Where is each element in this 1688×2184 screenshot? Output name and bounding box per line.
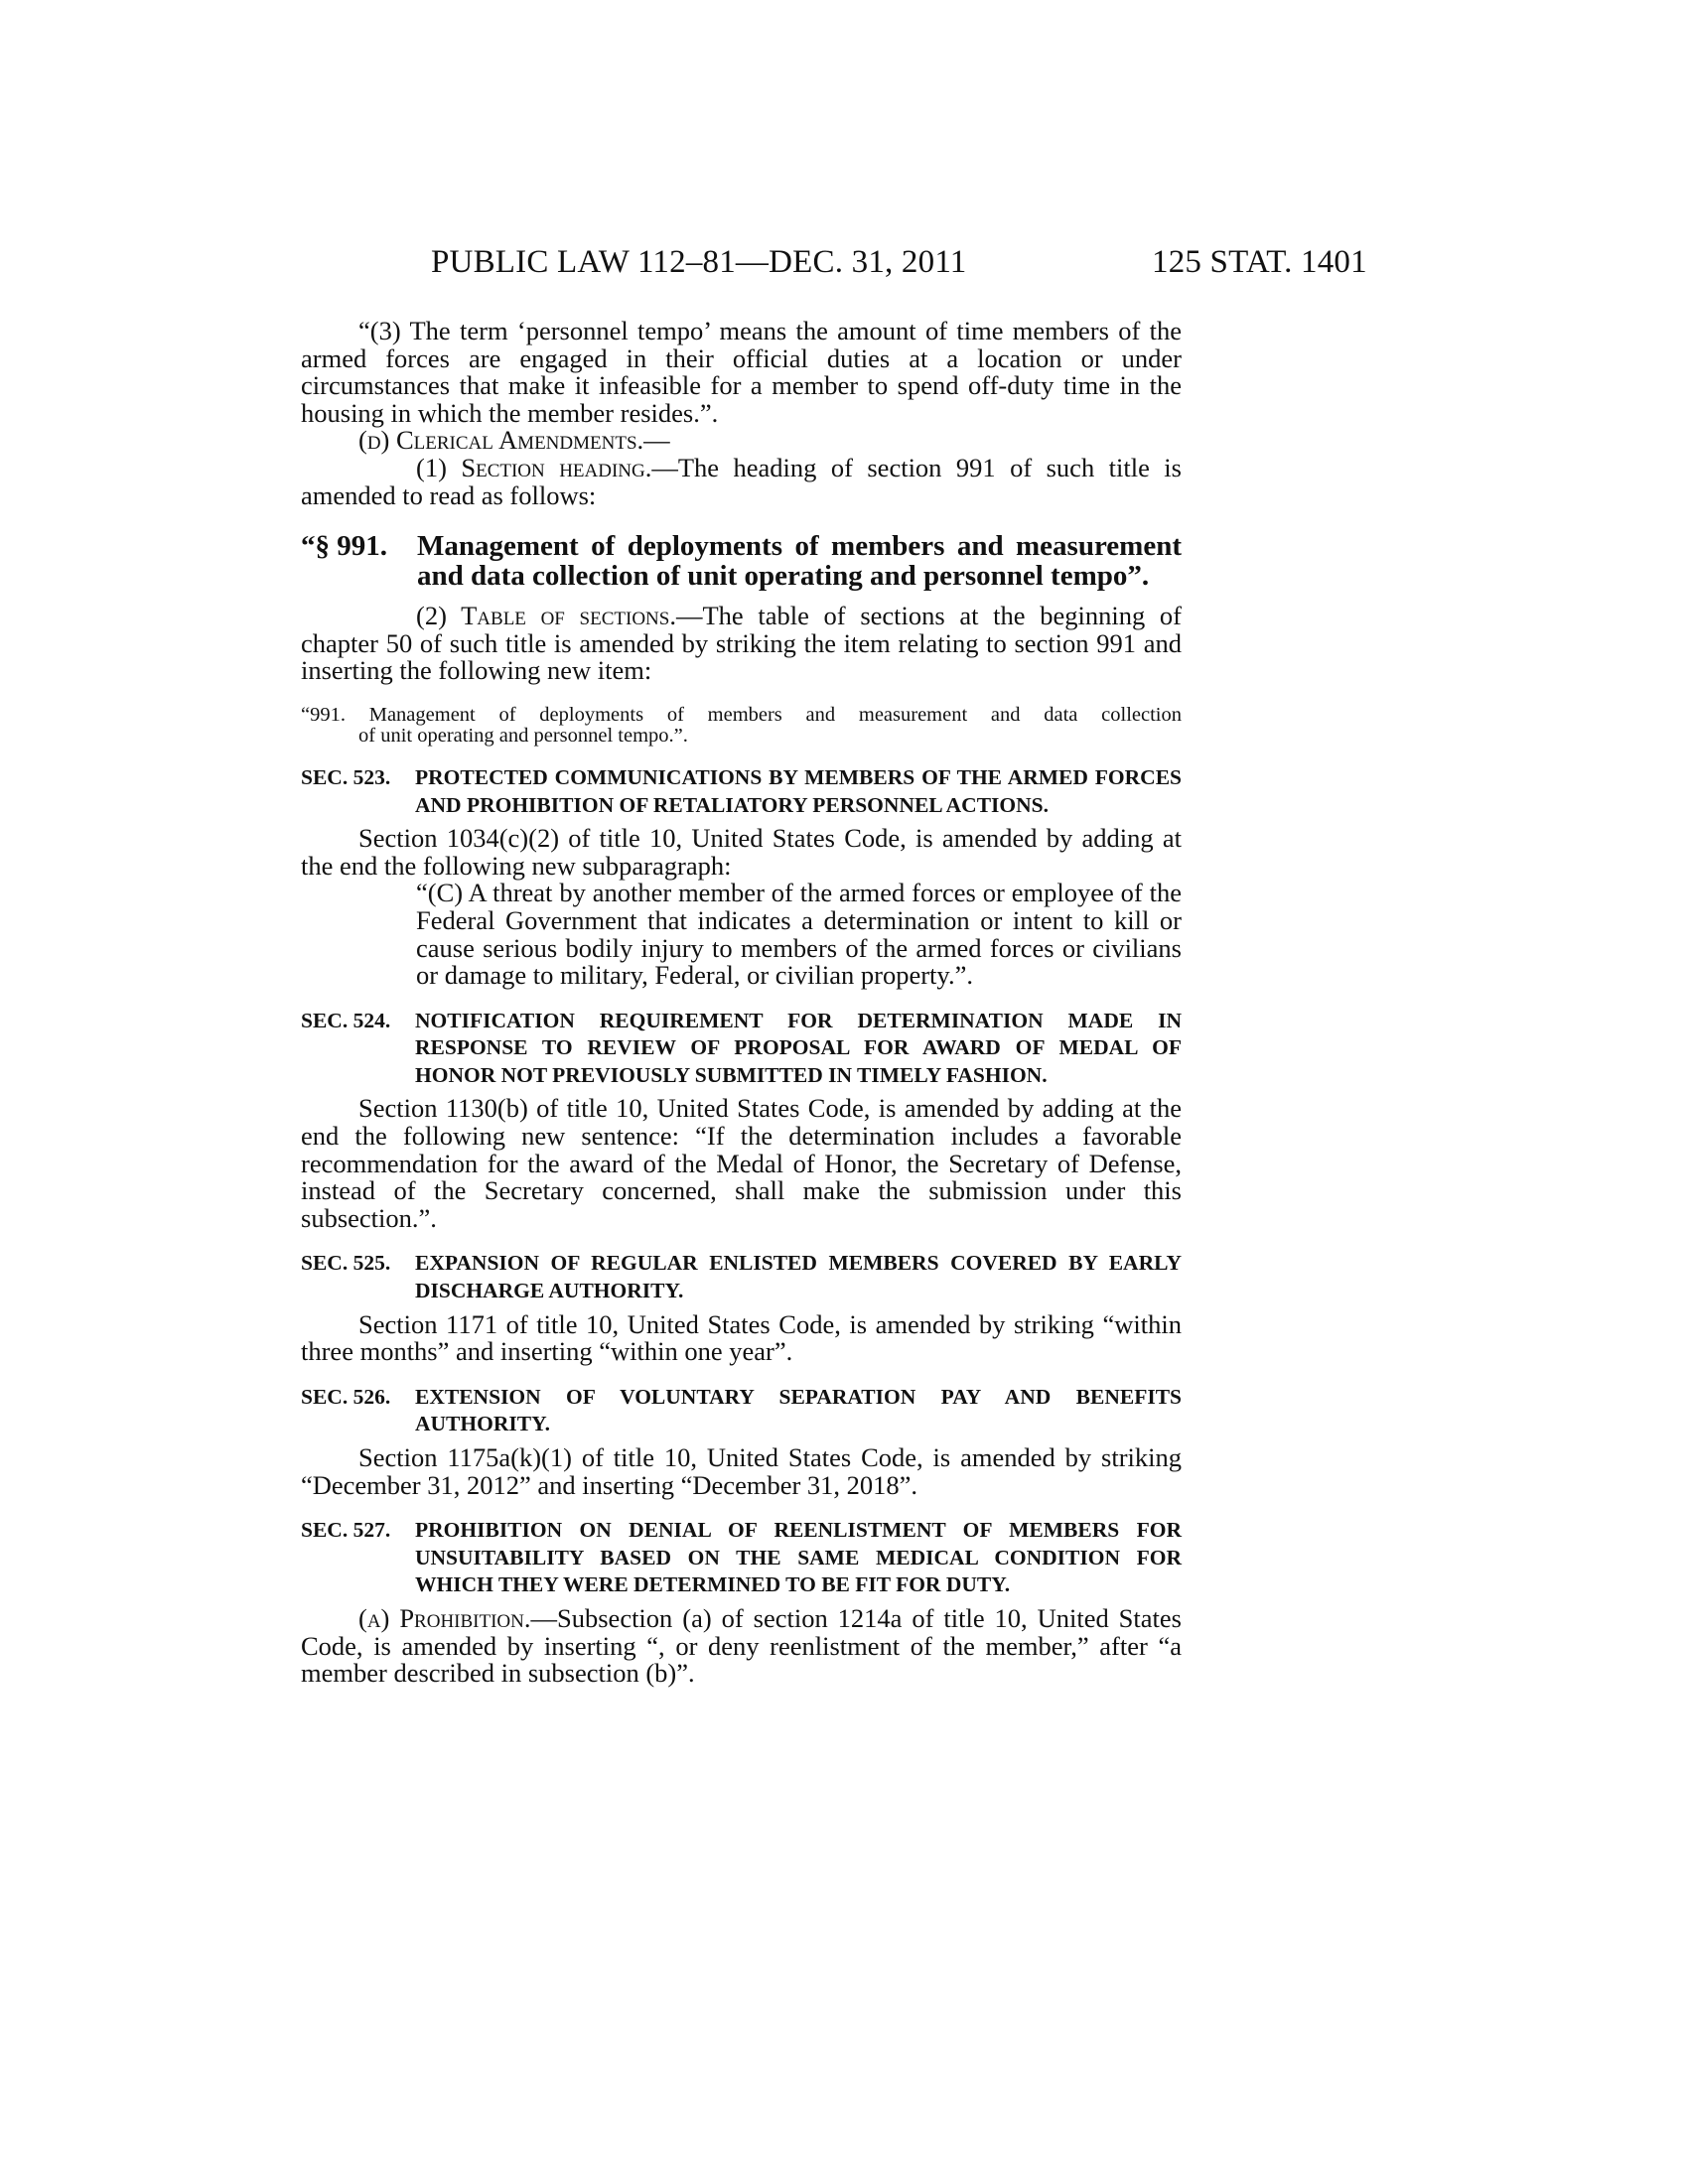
- section-heading-label: (1) Section heading.: [416, 452, 652, 482]
- section-526-heading: [301, 1384, 1182, 1438]
- running-header-stat-page: 125 STAT. 1401: [1152, 244, 1367, 280]
- toc-item-line-1: “991. Management of deployments of members and measurement and data collection: [301, 703, 1182, 726]
- section-525-number: SEC. 525.: [301, 1251, 391, 1276]
- paragraph-personnel-tempo: “(3) The term ‘personnel tempo’ means the amount of time members of the armed forces are engaged in their official duties at a location or under circumstances that make it infeasible for a member to spend off-duty time in the housing in which the member resides.”.: [301, 316, 1182, 428]
- section-523-number: SEC. 523.: [301, 764, 391, 789]
- prohibition-label: (a) Prohibition.: [358, 1602, 531, 1633]
- table-of-sections-item: [301, 705, 1182, 747]
- section-524-heading: [301, 1008, 1182, 1090]
- clerical-amendments-label: (d) Clerical Amendments.—: [358, 425, 670, 456]
- section-524-title: NOTIFICATION REQUIREMENT FOR DETERMINATION MADE IN RESPONSE TO REVIEW OF PROPOSAL FOR AWARD OF MEDAL OF HONOR NOT PREVIOUSLY SUBMITTED IN TIMELY FASHION.: [415, 1008, 1182, 1087]
- section-525-paragraph-1: Section 1171 of title 10, United States Code, is amended by striking “within three months” and inserting “within one year”.: [301, 1308, 1182, 1367]
- section-991-mark: “§ 991.: [301, 530, 387, 563]
- paragraph-section-heading-amendment: [301, 452, 1182, 510]
- section-991-title: Management of deployments of members and measurement and data collection of unit operating and personnel tempo”.: [417, 530, 1182, 593]
- section-527-paragraph-a: [301, 1602, 1182, 1689]
- table-of-sections-text: —The table of sections at the beginning of chapter 50 of such title is amended by striking the item relating to section 991 and inserting the following new item:: [301, 601, 1182, 686]
- toc-item-line-2: of unit operating and personnel tempo.”.: [358, 724, 688, 747]
- section-523-title: PROTECTED COMMUNICATIONS BY MEMBERS OF THE ARMED FORCES AND PROHIBITION OF RETALIATORY PERSONNEL ACTIONS.: [415, 764, 1182, 817]
- section-heading-text: —The heading of section 991 of such title is amended to read as follows:: [301, 452, 1182, 510]
- running-header-law: PUBLIC LAW 112–81—DEC. 31, 2011: [431, 244, 967, 280]
- section-527-title: PROHIBITION ON DENIAL OF REENLISTMENT OF MEMBERS FOR UNSUITABILITY BASED ON THE SAME MEDICAL CONDITION FOR WHICH THEY WERE DETERMINED TO BE FIT FOR DUTY.: [415, 1518, 1182, 1597]
- section-523-paragraph-2: “(C) A threat by another member of the armed forces or employee of the Federal Government that indicates a determination or intent to kill or cause serious bodily injury to members of the armed forces or civilians or damage to military, Federal, or civilian property.”.: [416, 878, 1182, 991]
- table-of-sections-label: (2) Table of sections.: [416, 601, 676, 631]
- section-525-title: EXPANSION OF REGULAR ENLISTED MEMBERS COVERED BY EARLY DISCHARGE AUTHORITY.: [415, 1251, 1182, 1303]
- section-525-heading: [301, 1250, 1182, 1304]
- section-523-heading: [301, 764, 1182, 819]
- section-527-heading: [301, 1517, 1182, 1599]
- paragraph-table-of-sections-amendment: [301, 603, 1182, 685]
- section-526-title: EXTENSION OF VOLUNTARY SEPARATION PAY AND BENEFITS AUTHORITY.: [415, 1384, 1182, 1436]
- section-523-paragraph-1: Section 1034(c)(2) of title 10, United States Code, is amended by adding at the end the following new subparagraph:: [301, 823, 1182, 881]
- heading-clerical-amendments: [301, 427, 1182, 455]
- section-991-heading: [301, 531, 1182, 591]
- prohibition-text: —Subsection (a) of section 1214a of title 10, United States Code, is amended by inserting “, or deny reenlistment of the member,” after “a member described in subsection (b)”.: [301, 1602, 1182, 1689]
- section-524-number: SEC. 524.: [301, 1008, 391, 1032]
- section-524-paragraph-1: Section 1130(b) of title 10, United States Code, is amended by adding at the end the following new sentence: “If the determination includes a favorable recommendation for the award of the Medal of Honor, the Secretary of Defense, instead of the Secretary concerned, shall make the submission under this subsection.”.: [301, 1093, 1182, 1233]
- section-526-number: SEC. 526.: [301, 1384, 391, 1409]
- section-526-paragraph-1: Section 1175a(k)(1) of title 10, United States Code, is amended by striking “December 31, 2012” and inserting “December 31, 2018”.: [301, 1442, 1182, 1500]
- document-body: [301, 318, 1182, 1688]
- section-527-number: SEC. 527.: [301, 1518, 391, 1543]
